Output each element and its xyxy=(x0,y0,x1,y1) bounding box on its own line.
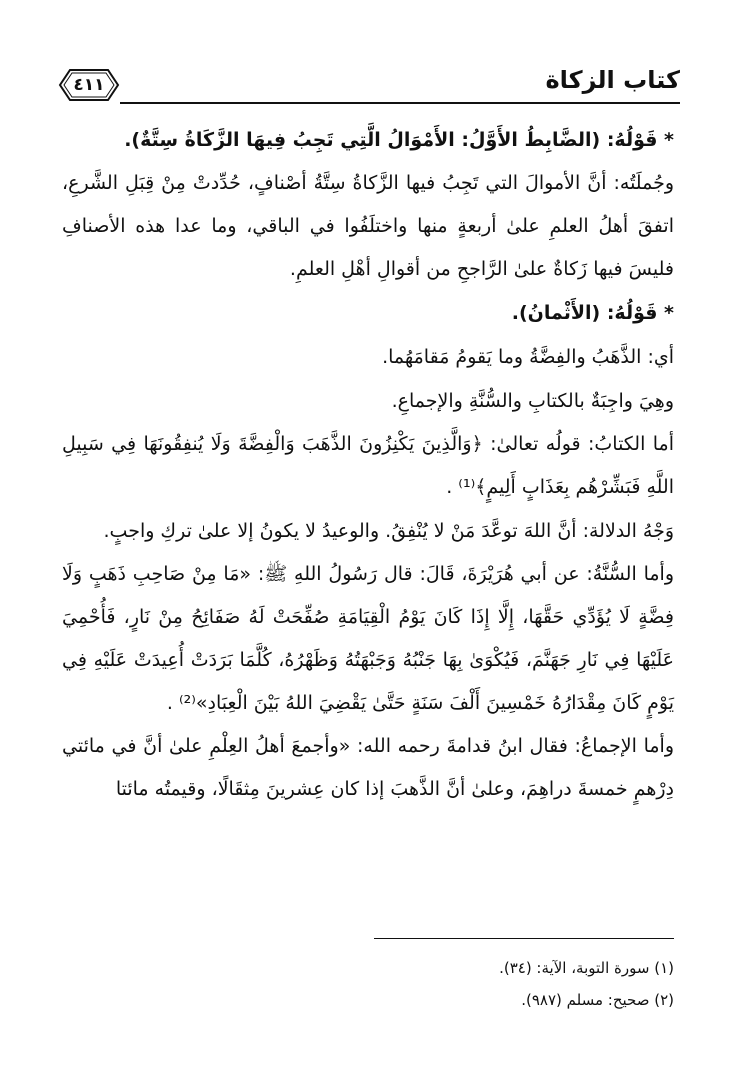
paragraph-hadith-evidence: وأما السُّنَّةُ: عن أبي هُرَيْرَةَ، قَالَ: قال رَسُولُ اللهِ ﷺ: «مَا مِنْ صَاحِبِ ذَهَبٍ وَلَا فِضَّةٍ لَا يُؤَدِّي حَقَّهَا، إِلَّا إِذَا كَانَ يَوْمُ الْقِيَامَةِ صُفِّحَتْ لَهُ صَفَائِحُ مِنْ نَارٍ، فَأُحْمِيَ عَلَيْهَا فِي نَارِ جَهَنَّمَ، فَيُكْوَىٰ بِهَا جَنْبُهُ وَجَبْهَتُهُ وَظَهْرُهُ، كُلَّمَا بَرَدَتْ أُعِيدَتْ عَلَيْهِ فِي يَوْمٍ كَانَ مِقْدَارُهُ خَمْسِينَ أَلْفَ سَنَةٍ حَتَّىٰ يَقْضِيَ اللهُ بَيْنَ الْعِبَادِ»⁽²⁾ . xyxy=(62,563,674,714)
paragraph-obligation: وهِيَ واجِبَةٌ بالكتابِ والسُّنَّةِ والإجماعِ. xyxy=(391,390,674,412)
paragraph-quran-evidence: أما الكتابُ: قولُه تعالىٰ: ﴿وَالَّذِينَ يَكْنِزُونَ الذَّهَبَ وَالْفِضَّةَ وَلَا يُنفِقُونَهَا فِي سَبِيلِ اللَّهِ فَبَشِّرْهُم بِعَذَابٍ أَلِيمٍ﴾⁽¹⁾ . xyxy=(62,433,674,498)
footnote-2: (٢) صحيح: مسلم (٩٨٧). xyxy=(521,991,674,1009)
paragraph-evidence-reasoning: وَجْهُ الدلالة: أنَّ اللهَ توعَّدَ مَنْ لا يُنْفِقُ. والوعيدُ لا يكونُ إلا علىٰ تركِ واجبٍ. xyxy=(103,520,674,542)
paragraph-definition: أي: الذَّهَبُ والفِضَّةُ وما يَقومُ مَقامَهُما. xyxy=(382,346,674,368)
page-header xyxy=(58,58,680,108)
main-text xyxy=(62,118,674,811)
commentary-quote-1: * قَوْلُهُ: (الضَّابِطُ الأَوَّلُ: الأَمْوَالُ الَّتِي تَجِبُ فِيهَا الزَّكَاةُ سِتَّةٌ). xyxy=(124,129,674,151)
commentary-quote-2: * قَوْلُهُ: (الأَثْمانُ). xyxy=(511,302,674,324)
footnotes xyxy=(62,952,674,1016)
footnote-divider xyxy=(374,938,674,939)
page-number: ٤١١ xyxy=(73,75,105,95)
paragraph-consensus: وأما الإجماعُ: فقال ابنُ قدامةَ رحمه الله: «وأجمعَ أهلُ العِلْمِ علىٰ أنَّ في مائتي دِرْهمٍ خمسةَ دراهِمَ، وعلىٰ أنَّ الذَّهبَ إذا كان عِشرينَ مِثقَالًا، وقيمتُه مائتا xyxy=(62,735,674,800)
header-rule xyxy=(120,102,680,104)
footnote-1: (١) سورة التوبة، الآية: (٣٤). xyxy=(499,959,674,977)
paragraph-summary: وجُملَتُه: أنَّ الأموالَ التي تَجِبُ فيها الزَّكاةُ سِتَّةُ أصْنافٍ، حُدِّدتْ مِنْ قِبَلِ الشَّرعِ، اتفقَ أهلُ العلمِ علىٰ أربعةٍ منها واختلَفُوا في الباقي، وما عدا هذه الأصنافِ فليسَ فيها زَكاةٌ علىٰ الرَّاجحِ من أقوالِ أهْلِ العلمِ. xyxy=(62,172,674,280)
running-title: كتاب الزكاة xyxy=(545,66,680,94)
